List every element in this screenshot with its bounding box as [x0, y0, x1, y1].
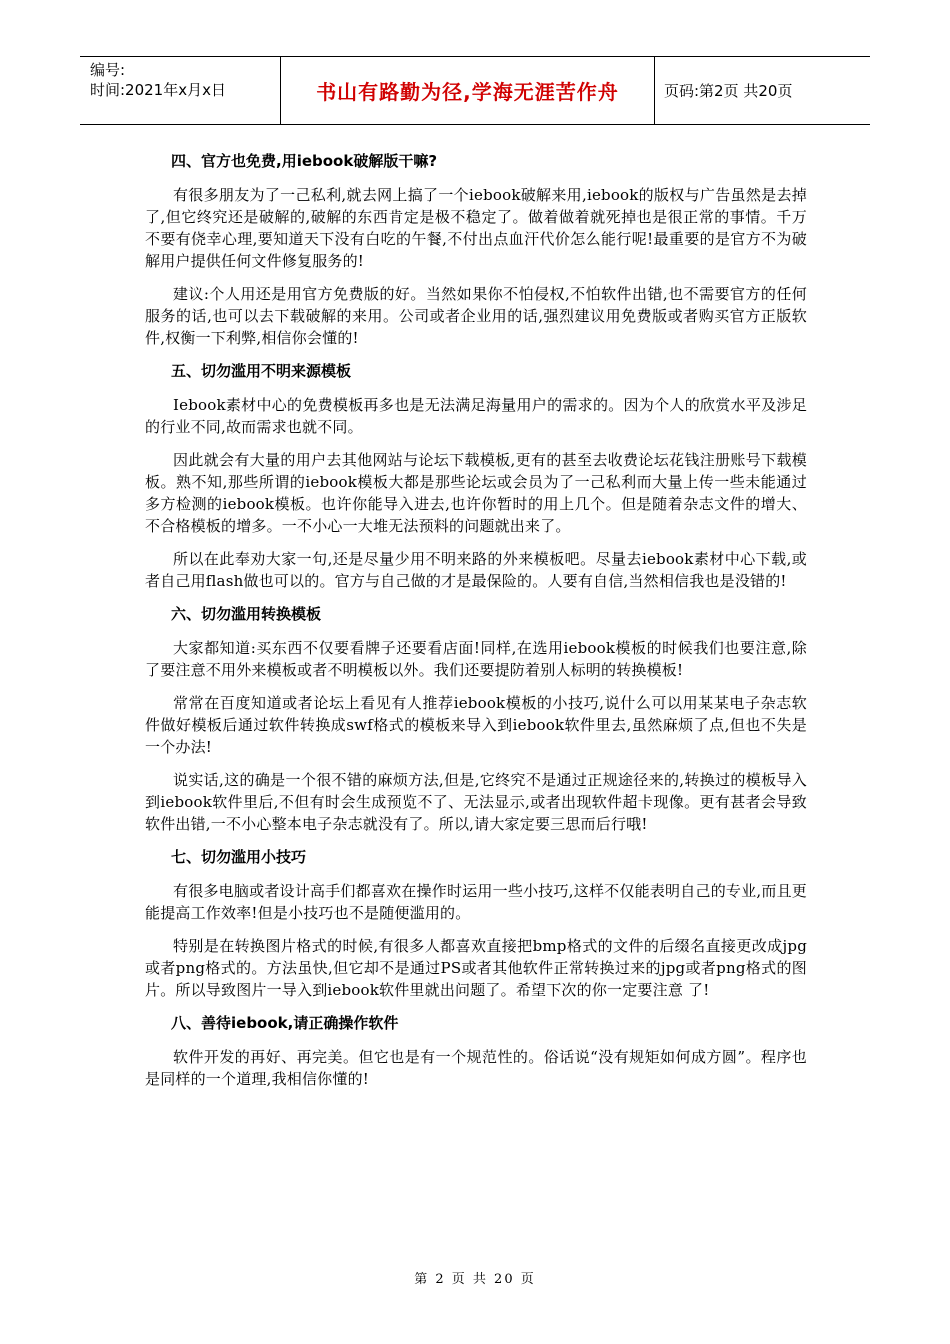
paragraph: 因此就会有大量的用户去其他网站与论坛下载模板,更有的甚至去收费论坛花钱注册账号下载模板。熟不知,那些所谓的iebook模板大都是那些论坛或会员为了一己私利而大量上传一些未能通过多方检测的iebook模板。也许你能导入进去,也许你暂时的用上几个。但是随着杂志文件的增大、不合格模板的增多。一不小心一大堆无法预料的问题就出来了。: [145, 451, 807, 535]
section-heading: 八、善待iebook,请正确操作软件: [171, 1014, 399, 1032]
section-6: [145, 603, 807, 835]
time-label: 时间:2021年x月x日: [90, 81, 226, 99]
section-heading: 五、切勿滥用不明来源模板: [171, 362, 352, 380]
section-8: [145, 1012, 807, 1090]
paragraph: 有很多电脑或者设计高手们都喜欢在操作时运用一些小技巧,这样不仅能表明自己的专业,而且更能提高工作效率!但是小技巧也不是随便滥用的。: [145, 882, 807, 922]
paragraph: 大家都知道:买东西不仅要看牌子还要看店面!同样,在选用iebook模板的时候我们也要注意,除了要注意不用外来模板或者不明模板以外。我们还要提防着别人标明的转换模板!: [145, 639, 807, 679]
section-7: [145, 846, 807, 1001]
section-4: [145, 150, 807, 349]
document-body: [145, 150, 807, 1101]
section-heading: 四、官方也免费,用iebook破解版干嘛?: [171, 152, 438, 170]
header-meta: [80, 57, 281, 124]
paragraph: 所以在此奉劝大家一句,还是尽量少用不明来路的外来模板吧。尽量去iebook素材中心下载,或者自己用flash做也可以的。官方与自己做的才是最保险的。人要有自信,当然相信我也是没错的!: [145, 550, 807, 590]
page-footer: 第 2 页 共 20 页: [414, 1272, 536, 1287]
paragraph: 常常在百度知道或者论坛上看见有人推荐iebook模板的小技巧,说什么可以用某某电子杂志软件做好模板后通过软件转换成swf格式的模板来导入到iebook软件里去,虽然麻烦了点,但也不失是一个办法!: [145, 694, 807, 756]
header-page-info: 页码:第2页 共20页: [664, 82, 793, 100]
paragraph: 建议:个人用还是用官方免费版的好。当然如果你不怕侵权,不怕软件出错,也不需要官方的任何服务的话,也可以去下载破解的来用。公司或者企业用的话,强烈建议用免费版或者购买官方正版软件,权衡一下利弊,相信你会懂的!: [145, 285, 807, 347]
section-5: [145, 360, 807, 592]
number-label: 编号:: [90, 61, 126, 79]
section-heading: 七、切勿滥用小技巧: [171, 848, 307, 866]
paragraph: 特别是在转换图片格式的时候,有很多人都喜欢直接把bmp格式的文件的后缀名直接更改成jpg或者png格式的。方法虽快,但它却不是通过PS或者其他软件正常转换过来的jpg或者png格式的图片。所以导致图片一导入到iebook软件里就出问题了。希望下次的你一定要注意 了!: [145, 937, 807, 999]
page-header: [80, 56, 870, 125]
paragraph: Iebook素材中心的免费模板再多也是无法满足海量用户的需求的。因为个人的欣赏水平及涉足的行业不同,故而需求也就不同。: [145, 396, 807, 436]
paragraph: 说实话,这的确是一个很不错的麻烦方法,但是,它终究不是通过正规途径来的,转换过的模板导入到iebook软件里后,不但有时会生成预览不了、无法显示,或者出现软件超卡现像。更有甚者会导致软件出错,一不小心整本电子杂志就没有了。所以,请大家定要三思而后行哦!: [145, 771, 807, 833]
paragraph: 有很多朋友为了一己私利,就去网上搞了一个iebook破解来用,iebook的版权与广告虽然是去掉了,但它终究还是破解的,破解的东西肯定是极不稳定了。做着做着就死掉也是很正常的事情。千万不要有侥幸心理,要知道天下没有白吃的午餐,不付出点血汗代价怎么能行呢!最重要的是官方不为破解用户提供任何文件修复服务的!: [145, 186, 807, 270]
section-heading: 六、切勿滥用转换模板: [171, 605, 322, 623]
header-motto: 书山有路勤为径,学海无涯苦作舟: [281, 57, 655, 124]
paragraph: 软件开发的再好、再完美。但它也是有一个规范性的。俗话说“没有规矩如何成方圆”。程序也是同样的一个道理,我相信你懂的!: [145, 1048, 807, 1088]
